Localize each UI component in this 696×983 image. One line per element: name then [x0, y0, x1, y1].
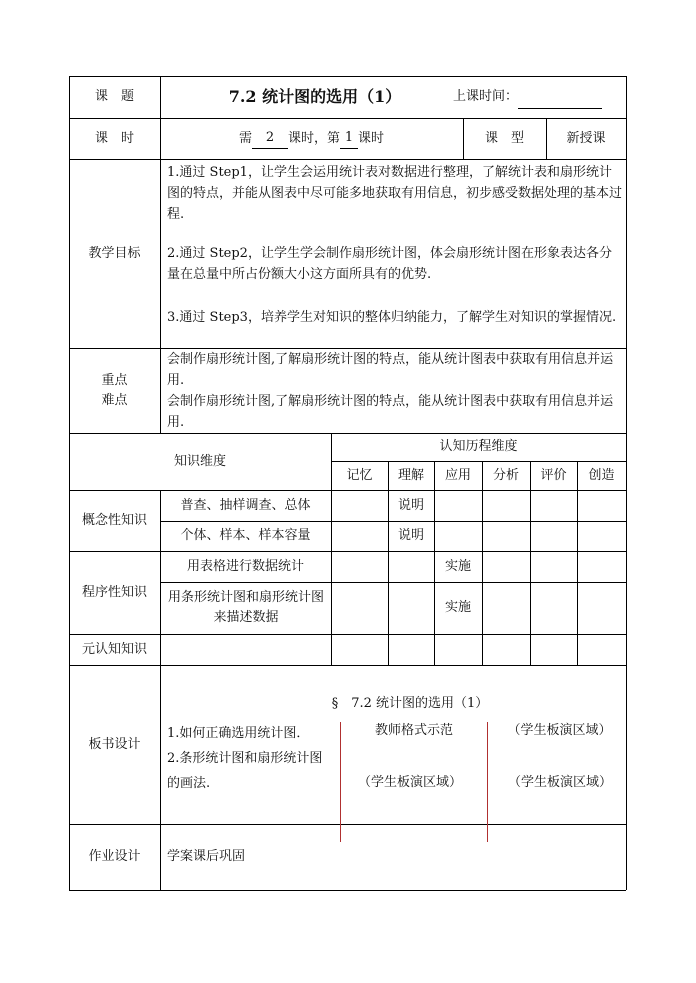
cognitive-dimension-header: 认知历程维度 [439, 439, 518, 454]
column-evaluate: 评价 [540, 467, 567, 483]
column-understand: 理解 [397, 467, 424, 483]
lesson-type-label: 课 型 [484, 130, 524, 146]
teacher-demo-text: 教师格式示范 [374, 723, 453, 738]
key-point-text: 会制作扇形统计图,了解扇形统计图的特点，能从统计图表中获取有用信息并运用. [167, 352, 614, 388]
difficulty-label: 难点 [101, 392, 128, 408]
table-cell: 说明 [397, 528, 424, 543]
column-divider [530, 461, 531, 665]
student-area-1: （学生板演区域） [507, 723, 612, 738]
key-point-label: 重点 [101, 372, 128, 388]
column-analyze: 分析 [492, 467, 519, 483]
knowledge-dimension-header: 知识维度 [173, 453, 226, 469]
hours-label: 课 时 [94, 130, 134, 146]
class-time-label: 上课时间： [453, 89, 519, 104]
table-row-item: 个体、样本、样本容量 [180, 528, 311, 543]
student-area-3: （学生板演区域） [507, 775, 612, 790]
goal-item-2: 2.通过 Step2，让学生学会制作扇形统计图，体会扇形统计图在形象表达各分量在总量中所占份额大小这方面所具有的优势. [167, 246, 612, 282]
goal-item-1: 1.通过 Step1，让学生会运用统计表对数据进行整理，了解统计表和扇形统计图的特点，并能从图表中尽可能多地获取有用信息，初步感受数据处理的基本过程. [167, 165, 623, 222]
column-divider [577, 461, 578, 665]
topic-label: 课 题 [94, 89, 134, 104]
table-cell: 实施 [444, 600, 471, 615]
table-border [69, 890, 626, 891]
concept-knowledge-label: 概念性知识 [81, 512, 147, 528]
table-row-item: 用表格进行数据统计 [186, 558, 304, 574]
column-apply: 应用 [444, 467, 471, 483]
table-border [626, 76, 627, 890]
hours-middle: 课时，第 [287, 130, 340, 146]
hours-prefix: 需 [238, 130, 252, 146]
board-left-line-1: 1.如何正确选用统计图． [167, 726, 310, 741]
table-row-item: 用条形统计图和扇形统计图来描述数据 [167, 590, 324, 625]
board-divider [487, 722, 488, 842]
board-design-label: 板书设计 [88, 736, 141, 752]
hours-suffix: 课时 [358, 130, 385, 146]
homework-label: 作业设计 [88, 849, 141, 864]
student-area-2: （学生板演区域） [357, 775, 462, 790]
goals-label: 教学目标 [88, 245, 141, 261]
lesson-type-value: 新授课 [566, 130, 606, 146]
board-title: § 7.2 统计图的选用（1） [331, 696, 489, 711]
hours-index: 1 [340, 128, 358, 149]
column-divider [482, 461, 483, 665]
hours-count: 2 [252, 128, 288, 149]
difficulty-text: 会制作扇形统计图,了解扇形统计图的特点，能从统计图表中获取有用信息并运用. [167, 394, 614, 430]
metacognitive-knowledge-label: 元认知知识 [81, 641, 147, 657]
column-create: 创造 [588, 467, 615, 483]
class-time-field[interactable] [518, 90, 602, 109]
procedural-knowledge-label: 程序性知识 [81, 584, 147, 600]
column-remember: 记忆 [346, 467, 373, 483]
homework-value: 学案课后巩固 [167, 849, 246, 864]
board-left-line-2: 2.条形统计图和扇形统计图的画法. [167, 751, 323, 791]
page-title: 7.2 统计图的选用（1） [228, 87, 402, 106]
goal-item-3: 3.通过 Step3，培养学生对知识的整体归纳能力，了解学生对知识的掌握情况. [167, 310, 617, 325]
table-cell: 实施 [444, 558, 471, 574]
table-cell: 说明 [397, 497, 424, 513]
table-row-item: 普查、抽样调查、总体 [180, 497, 311, 513]
